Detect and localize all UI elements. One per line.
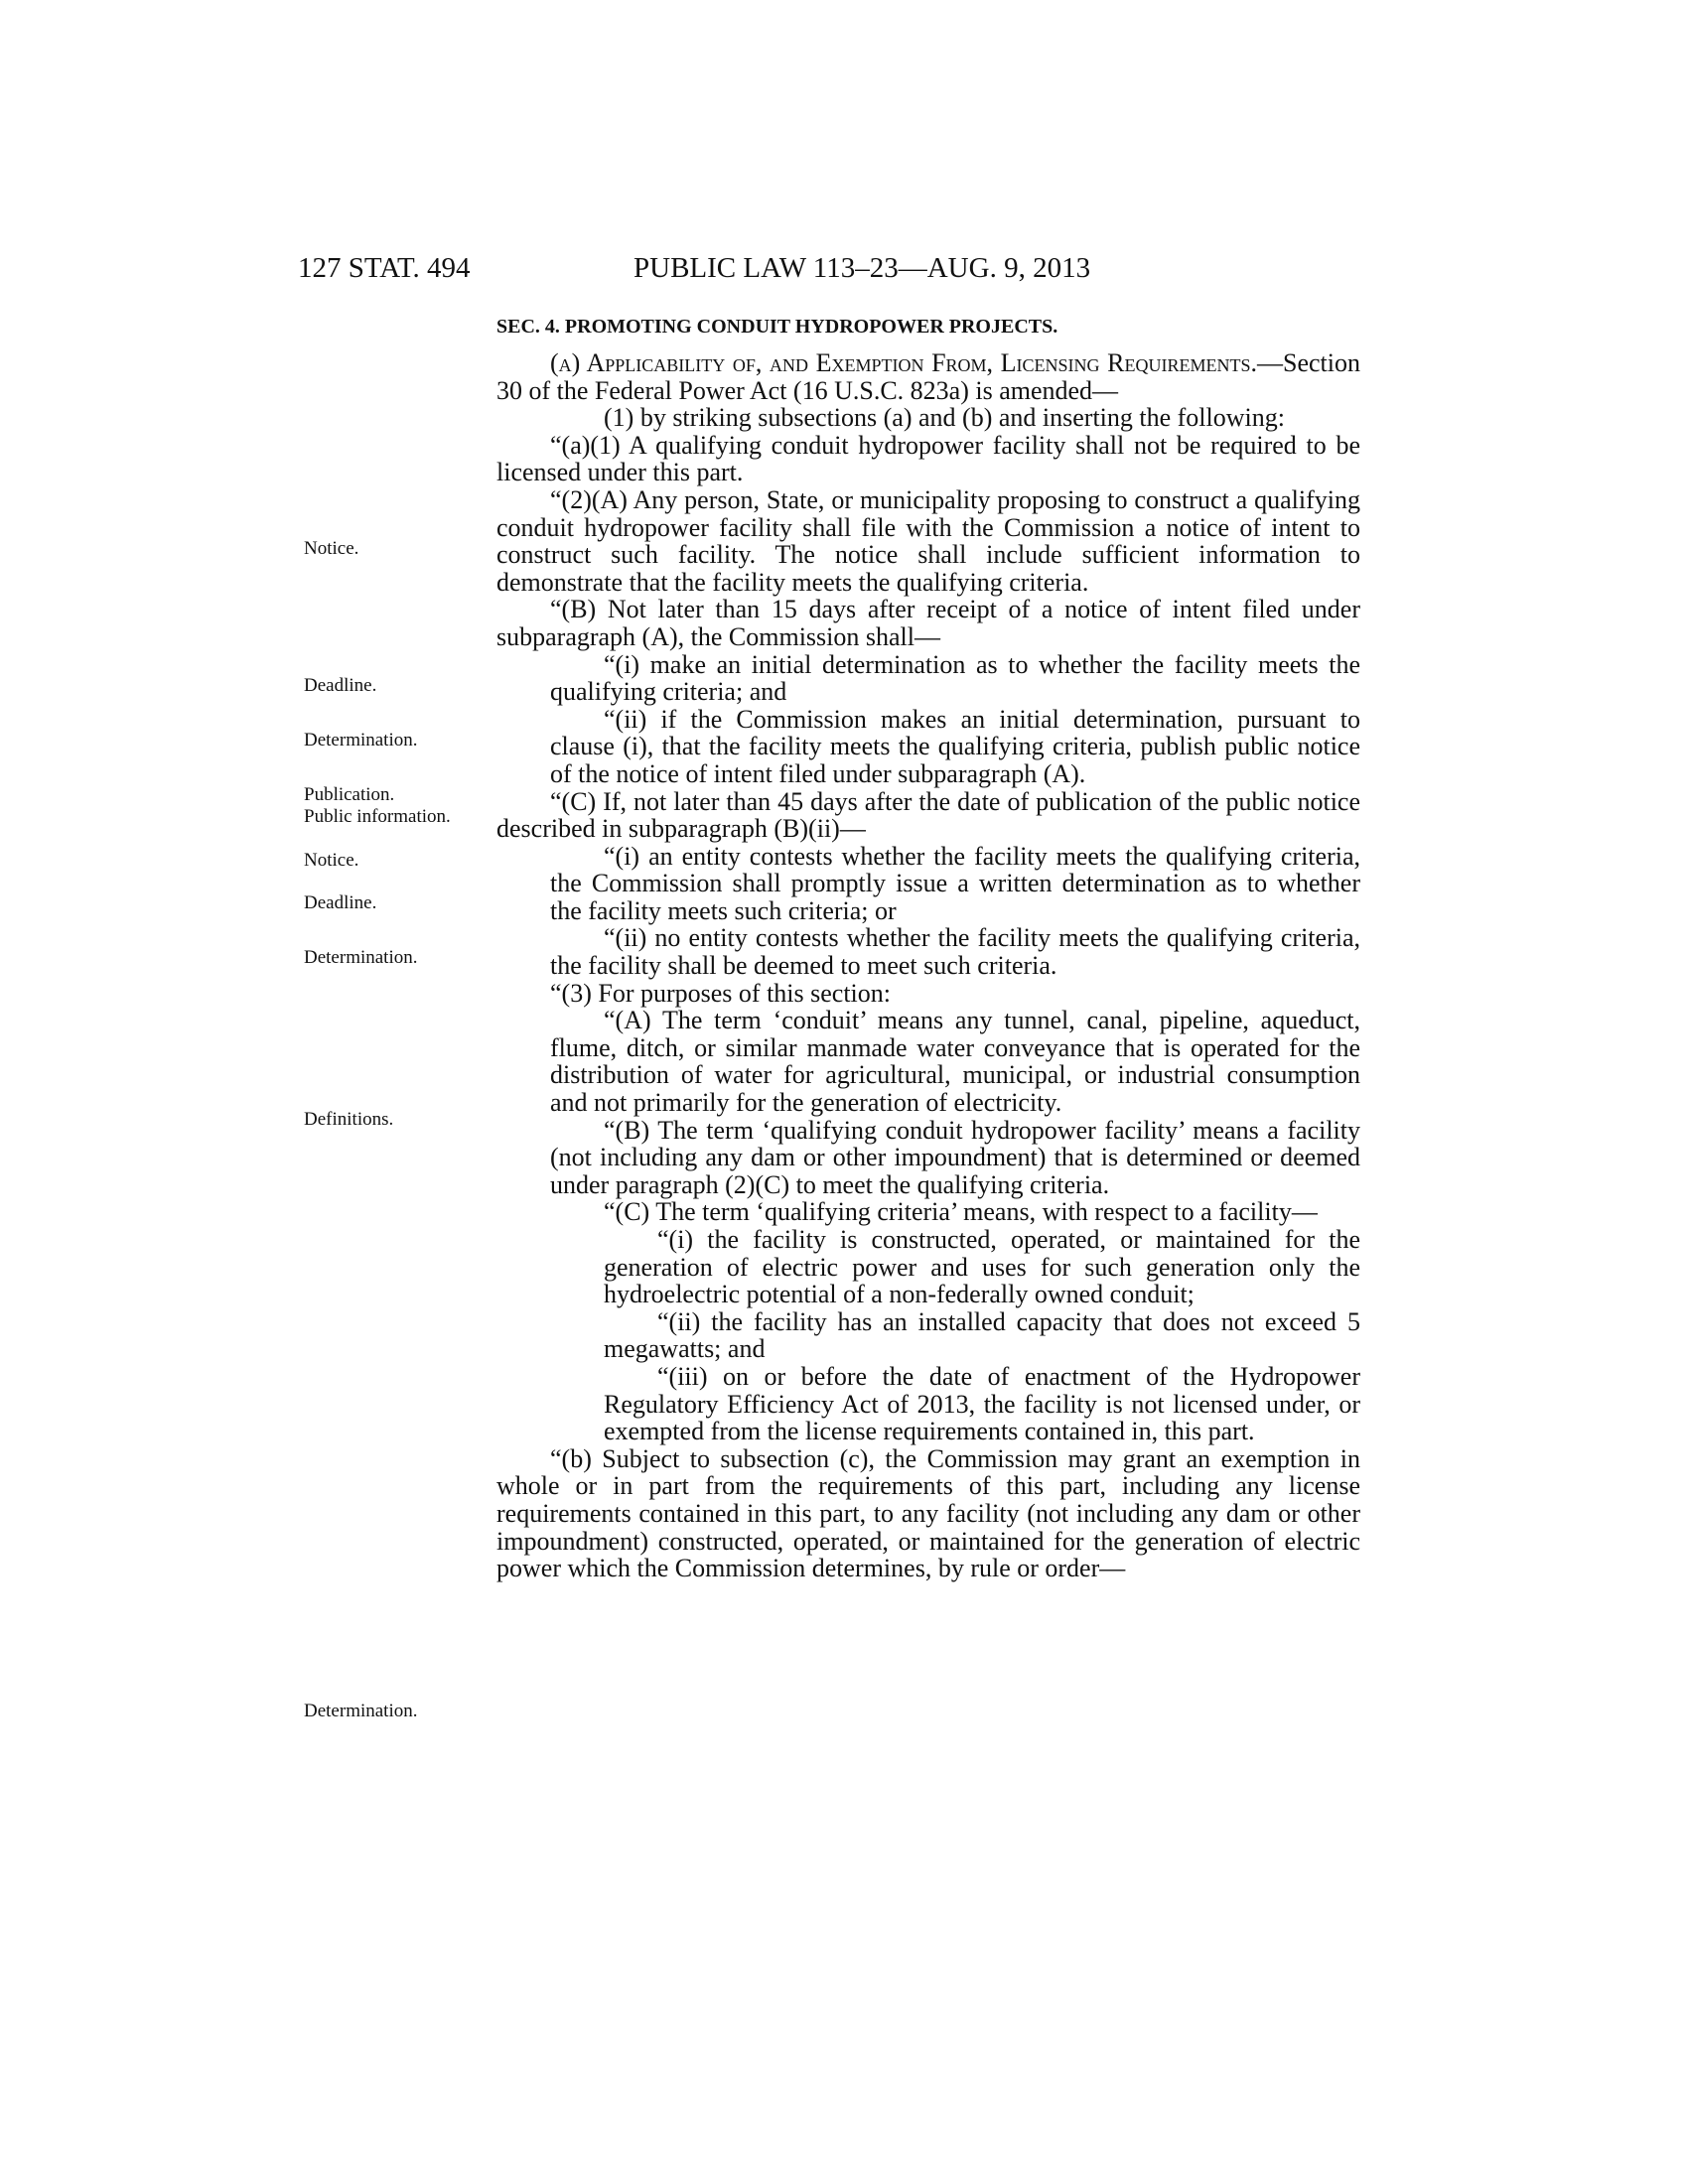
subparagraph-c: “(C) If, not later than 45 days after the date of publication of the public notice described in subparagraph (B)(ii)— — [496, 786, 1360, 844]
margin-note-deadline-2: Deadline. — [304, 892, 377, 913]
margin-note-determination: Determination. — [304, 730, 418, 751]
margin-note-public-information: Public information. — [304, 806, 451, 827]
paragraph-2a: “(2)(A) Any person, State, or municipality proposing to construct a qualifying conduit hydropower facility shall file with the Commission a notice of intent to construct such facility. The notice shall include sufficient information to demonstrate that the facility meets the qualifying criteria. — [496, 484, 1360, 597]
statute-page-number: 127 STAT. 494 — [298, 252, 471, 284]
margin-note-determination-2: Determination. — [304, 947, 418, 968]
subparagraph-b: “(B) Not later than 15 days after receipt of a notice of intent filed under subparagraph (A), the Commission shall— — [496, 595, 1360, 651]
section-heading: SEC. 4. PROMOTING CONDUIT HYDROPOWER PROJECTS. — [496, 316, 1058, 338]
criteria-i: “(i) the facility is constructed, operated, or maintained for the generation of electric power and uses for such generation only the hydroelectric potential of a non-federally owned conduit; — [604, 1225, 1360, 1309]
clause-c-i: “(i) an entity contests whether the facility meets the qualifying criteria, the Commission shall promptly issue a written determination as to whether the facility meets such criteria; or — [550, 841, 1360, 925]
subsection-b: “(b) Subject to subsection (c), the Commission may grant an exemption in whole or in part from the requirements of this part, including any license requirements contained in this part, to any facility (not including any dam or other impoundment) constructed, operated, or maintained for the generation of electric power which the Commission determines, by rule or order— — [496, 1443, 1360, 1583]
public-law-citation: PUBLIC LAW 113–23—AUG. 9, 2013 — [633, 252, 1091, 284]
statute-body — [496, 349, 1360, 1582]
definition-qualifying-criteria: “(C) The term ‘qualifying criteria’ means, with respect to a facility— — [604, 1197, 1318, 1227]
subsection-caption: (a) Applicability of, and Exemption From, Licensing Requirements. — [550, 348, 1257, 377]
margin-note-notice-2: Notice. — [304, 850, 359, 871]
subsection-text: —Section 30 of the Federal Power Act (16 U.S.C. 823a) is amended— — [496, 348, 1360, 405]
definition-conduit: “(A) The term ‘conduit’ means any tunnel, canal, pipeline, aqueduct, flume, ditch, or similar manmade water conveyance that is operated for the distribution of water for agricultural, municipal, or industrial consumption and not primarily for the generation of electricity. — [550, 1006, 1360, 1118]
subsection-a1: “(a)(1) A qualifying conduit hydropower facility shall not be required to be licensed under this part. — [496, 430, 1360, 487]
clause-b-i: “(i) make an initial determination as to whether the facility meets the qualifying criteria; and — [550, 649, 1360, 707]
margin-note-notice: Notice. — [304, 538, 359, 559]
margin-note-definitions: Definitions. — [304, 1109, 394, 1130]
margin-note-publication: Publication. — [304, 784, 395, 805]
criteria-ii: “(ii) the facility has an installed capacity that does not exceed 5 megawatts; and — [604, 1306, 1360, 1364]
clause-b-ii: “(ii) if the Commission makes an initial determination, pursuant to clause (i), that the facility meets the qualifying criteria, publish public notice of the notice of intent filed under subparagraph (A). — [550, 704, 1360, 788]
page-header — [298, 252, 1192, 288]
criteria-iii: “(iii) on or before the date of enactment of the Hydropower Regulatory Efficiency Act of 2013, the facility is not licensed under, or exempted from the license requirements contained in, this part. — [604, 1361, 1360, 1446]
margin-note-deadline: Deadline. — [304, 675, 377, 696]
paragraph-1: (1) by striking subsections (a) and (b) and inserting the following: — [604, 403, 1285, 433]
margin-note-determination-3: Determination. — [304, 1701, 418, 1721]
clause-c-ii: “(ii) no entity contests whether the facility meets the qualifying criteria, the facility shall be deemed to meet such criteria. — [550, 923, 1360, 981]
definition-qualifying-facility: “(B) The term ‘qualifying conduit hydropower facility’ means a facility (not including any dam or other impoundment) that is determined or deemed under paragraph (2)(C) to meet the qualifying criteria. — [550, 1115, 1360, 1199]
paragraph-3: “(3) For purposes of this section: — [550, 978, 892, 1008]
subsection-a — [496, 349, 1360, 404]
